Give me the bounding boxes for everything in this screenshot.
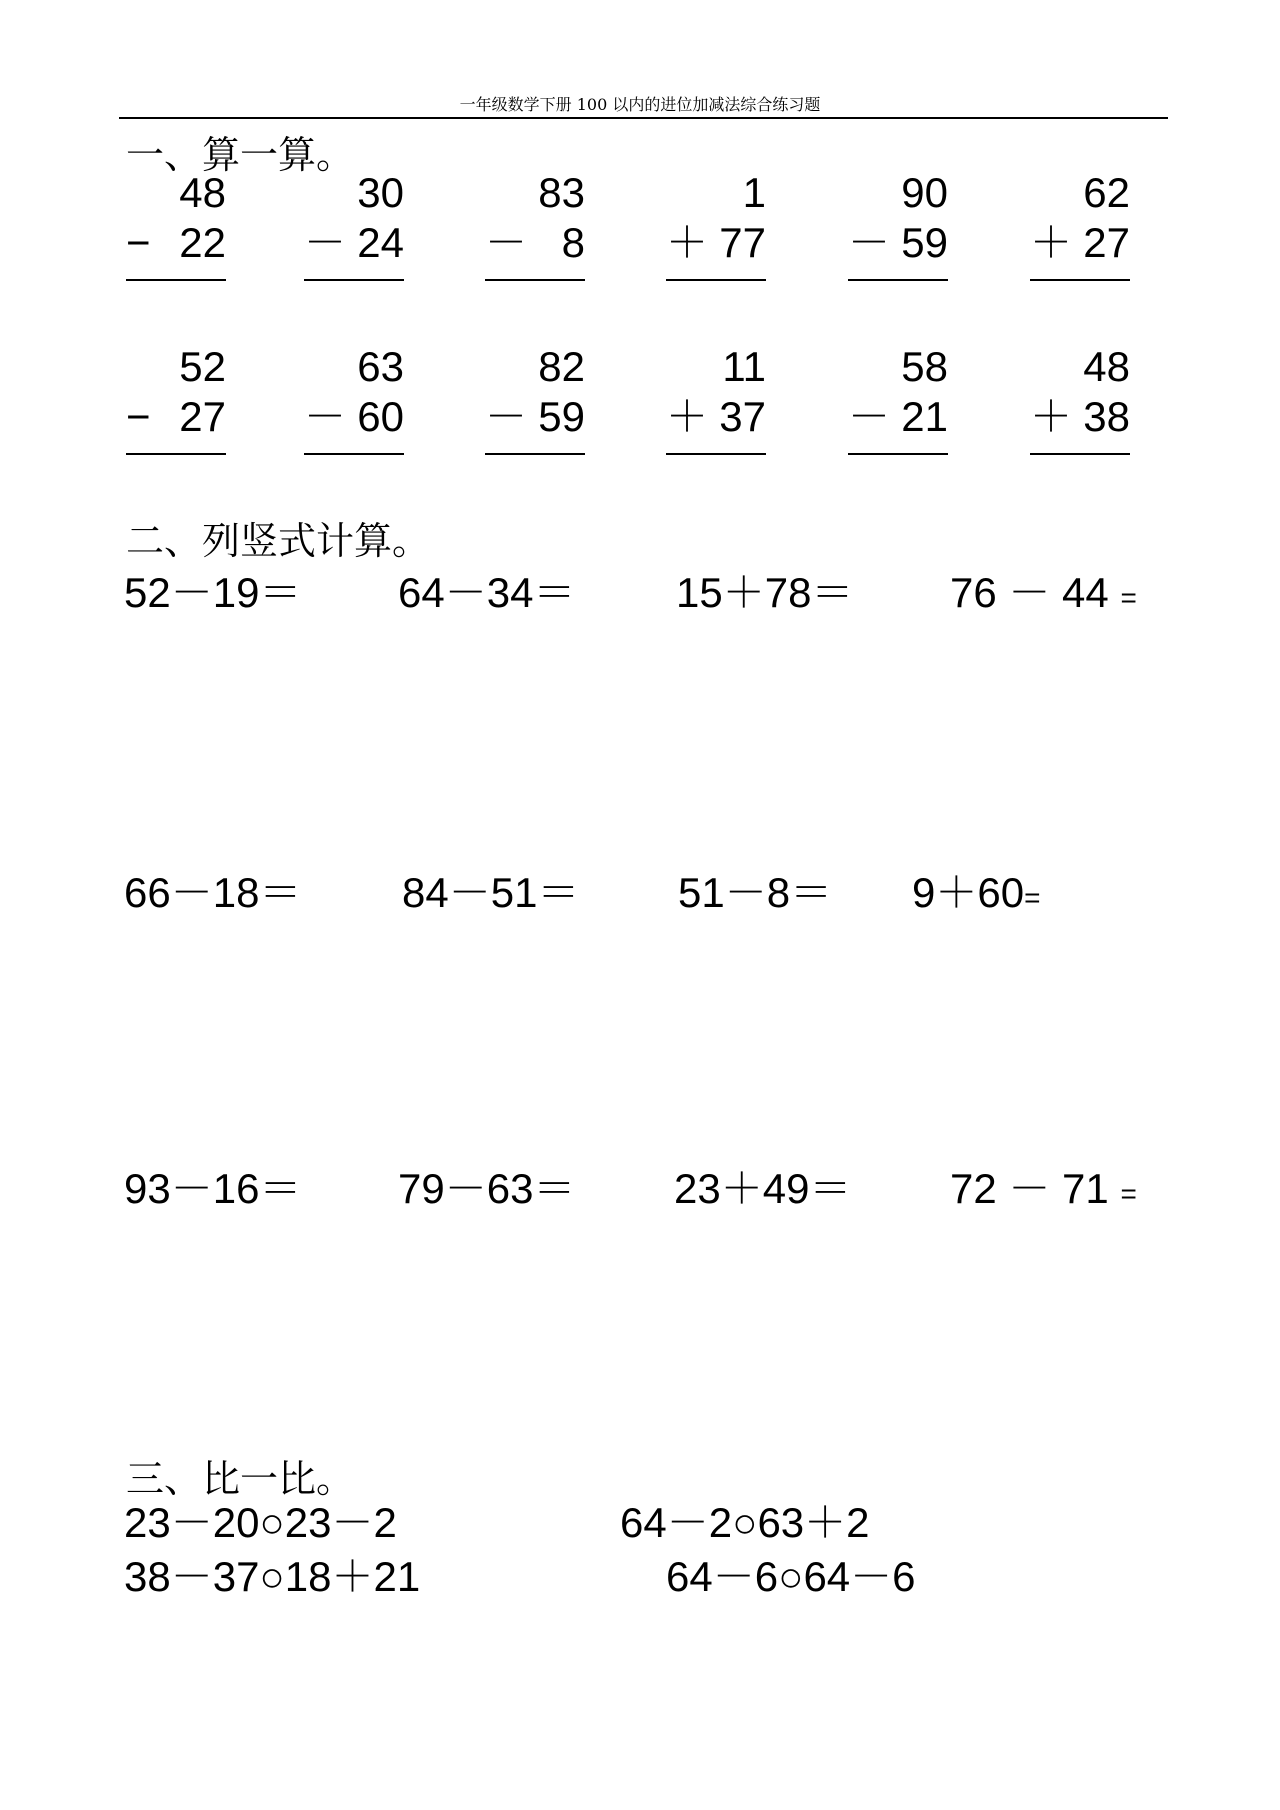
answer-line bbox=[485, 453, 585, 455]
vertical-problem bbox=[126, 343, 226, 446]
vertical-problem bbox=[126, 169, 226, 272]
problem-bottom-number: 37 bbox=[719, 393, 766, 440]
problem-operator: − bbox=[126, 219, 151, 266]
vertical-problem bbox=[304, 343, 404, 446]
equals-sign: = bbox=[1024, 882, 1041, 913]
vertical-problem bbox=[485, 343, 585, 446]
answer-line bbox=[848, 279, 948, 281]
page-header-title: 一年级数学下册 100 以内的进位加减法综合练习题 bbox=[459, 95, 821, 114]
problem-top-number: 82 bbox=[538, 343, 585, 390]
equals-sign: = bbox=[1120, 582, 1137, 613]
equation: 51－8＝ bbox=[678, 869, 833, 916]
comparison: 38－37○18＋21 bbox=[124, 1553, 421, 1600]
vertical-problem bbox=[485, 169, 585, 272]
equation-expression: 72 － 71 bbox=[950, 1165, 1121, 1212]
answer-line bbox=[126, 453, 226, 455]
problem-operator: ＋ bbox=[1030, 219, 1073, 266]
vertical-problem bbox=[848, 343, 948, 446]
problem-operator: ＋ bbox=[1030, 393, 1073, 440]
comparison: 23－20○23－2 bbox=[124, 1499, 397, 1546]
answer-line bbox=[848, 453, 948, 455]
equation: 15＋78＝ bbox=[676, 569, 854, 616]
problem-top-number: 48 bbox=[179, 169, 226, 216]
problem-operator: － bbox=[848, 219, 891, 266]
equation: 93－16＝ bbox=[124, 1165, 302, 1212]
answer-line bbox=[126, 279, 226, 281]
problem-operator: － bbox=[485, 393, 528, 440]
problem-top-number: 62 bbox=[1083, 169, 1130, 216]
answer-line bbox=[1030, 453, 1130, 455]
problem-top-number: 63 bbox=[357, 343, 404, 390]
vertical-problem bbox=[666, 169, 766, 272]
problem-top-number: 58 bbox=[901, 343, 948, 390]
comparison: 64－2○63＋2 bbox=[620, 1499, 870, 1546]
problem-bottom-number: 24 bbox=[357, 219, 404, 266]
answer-line bbox=[485, 279, 585, 281]
problem-top-number: 30 bbox=[357, 169, 404, 216]
section-2-title: 二、列竖式计算。 bbox=[126, 519, 431, 563]
section-3-title: 三、比一比。 bbox=[126, 1457, 355, 1501]
equation: 66－18＝ bbox=[124, 869, 302, 916]
equation: 23＋49＝ bbox=[674, 1165, 852, 1212]
problem-bottom-number: 8 bbox=[561, 219, 585, 266]
problem-bottom-number: 21 bbox=[901, 393, 948, 440]
vertical-problem bbox=[848, 169, 948, 272]
problem-bottom-number: 77 bbox=[719, 219, 766, 266]
equation: 84－51＝ bbox=[402, 869, 580, 916]
problem-bottom-number: 38 bbox=[1083, 393, 1130, 440]
section-1-title: 一、算一算。 bbox=[126, 133, 355, 177]
answer-line bbox=[304, 279, 404, 281]
problem-operator: － bbox=[485, 219, 528, 266]
problem-operator: － bbox=[304, 393, 347, 440]
problem-top-number: 48 bbox=[1083, 343, 1130, 390]
problem-bottom-number: 59 bbox=[538, 393, 585, 440]
problem-operator: ＋ bbox=[666, 393, 709, 440]
answer-line bbox=[666, 279, 766, 281]
equation bbox=[950, 569, 1137, 616]
equation-expression: 9＋60 bbox=[912, 869, 1025, 916]
vertical-problem bbox=[666, 343, 766, 446]
vertical-problem bbox=[1030, 343, 1130, 446]
equation: 79－63＝ bbox=[398, 1165, 576, 1212]
equation-expression: 76 － 44 bbox=[950, 569, 1121, 616]
problem-bottom-number: 22 bbox=[179, 219, 226, 266]
problem-top-number: 52 bbox=[179, 343, 226, 390]
equation bbox=[950, 1165, 1137, 1212]
answer-line bbox=[1030, 279, 1130, 281]
problem-bottom-number: 27 bbox=[179, 393, 226, 440]
equation: 64－34＝ bbox=[398, 569, 576, 616]
answer-line bbox=[304, 453, 404, 455]
problem-operator: － bbox=[848, 393, 891, 440]
comparison: 64－6○64－6 bbox=[666, 1553, 916, 1600]
problem-top-number: 11 bbox=[722, 343, 766, 390]
problem-operator: ＋ bbox=[666, 219, 709, 266]
problem-operator: − bbox=[126, 393, 151, 440]
problem-operator: － bbox=[304, 219, 347, 266]
equation bbox=[912, 869, 1041, 916]
problem-top-number: 83 bbox=[538, 169, 585, 216]
problem-bottom-number: 59 bbox=[901, 219, 948, 266]
equation: 52－19＝ bbox=[124, 569, 302, 616]
equals-sign: = bbox=[1120, 1178, 1137, 1209]
problem-top-number: 90 bbox=[901, 169, 948, 216]
problem-bottom-number: 60 bbox=[357, 393, 404, 440]
vertical-problem bbox=[304, 169, 404, 272]
answer-line bbox=[666, 453, 766, 455]
vertical-problem bbox=[1030, 169, 1130, 272]
header-rule bbox=[119, 117, 1168, 119]
problem-top-number: 1 bbox=[742, 169, 766, 216]
problem-bottom-number: 27 bbox=[1083, 219, 1130, 266]
